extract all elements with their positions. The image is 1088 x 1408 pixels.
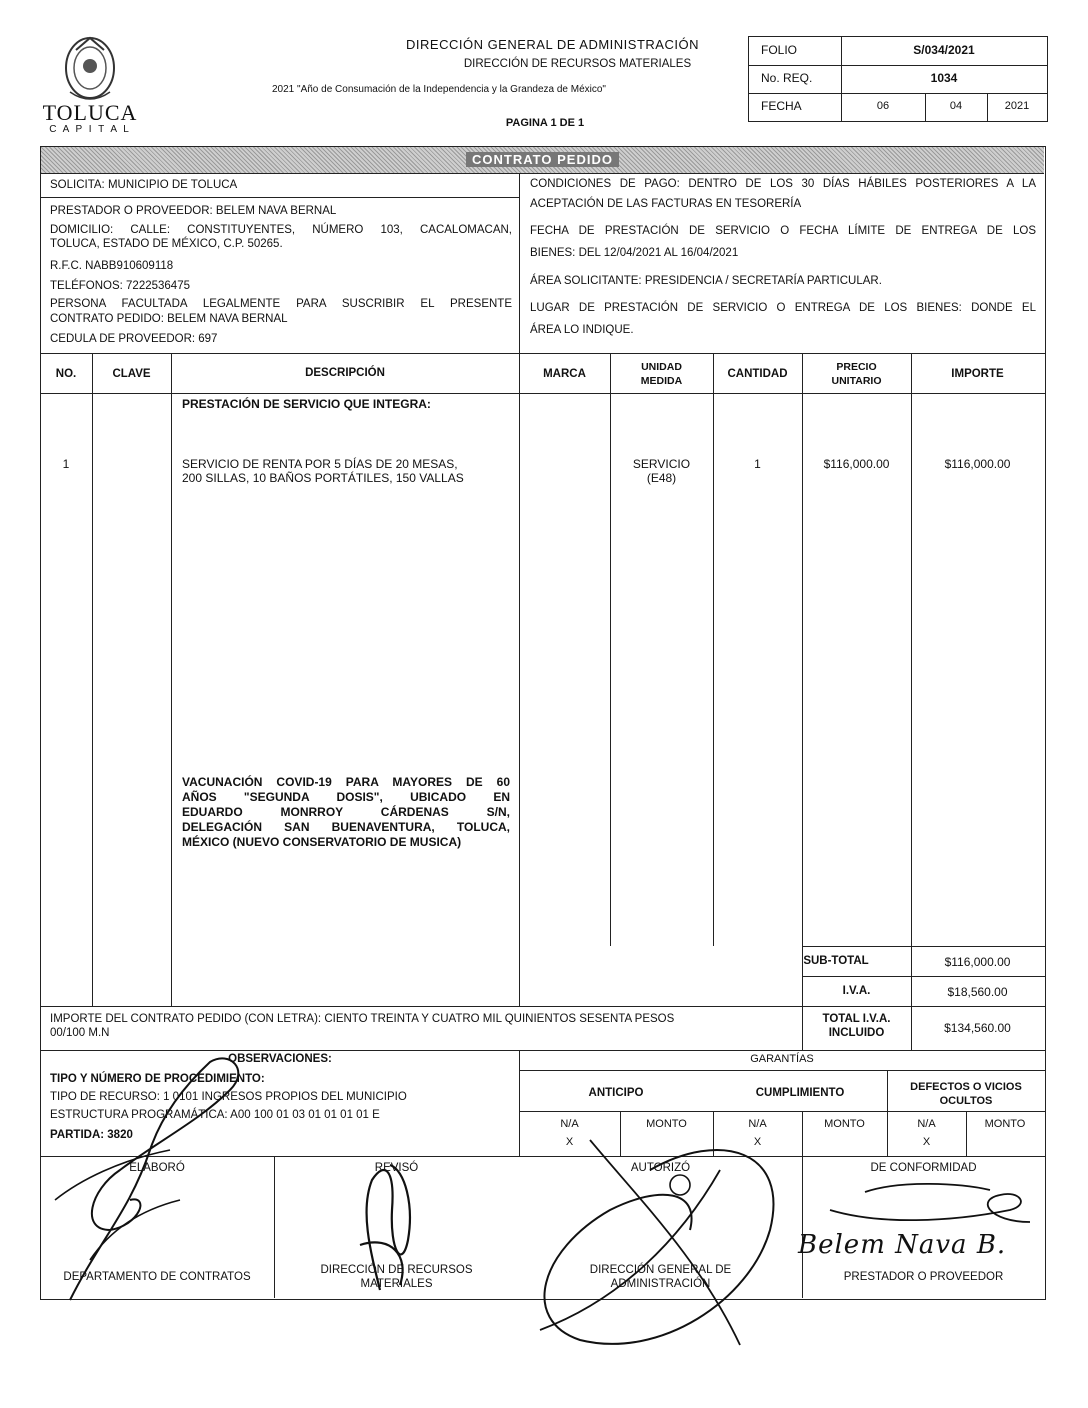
- direccion-general: DIRECCIÓN GENERAL DE ADMINISTRACIÓN: [406, 37, 699, 52]
- lugar-line2: ÁREA LO INDIQUE.: [530, 324, 634, 336]
- observaciones-title: OBSERVACIONES:: [228, 1053, 332, 1065]
- cumplimiento-na: N/A: [748, 1118, 767, 1130]
- area-solicitante: ÁREA SOLICITANTE: PRESIDENCIA / SECRETARÍA PARTICULAR.: [530, 275, 882, 287]
- col-importe: IMPORTE: [951, 368, 1004, 380]
- importe-letra-text: IMPORTE DEL CONTRATO PEDIDO (CON LETRA): CIENTO TREINTA Y CUATRO MIL QUINIENTOS SESENTA PESOS: [50, 1013, 675, 1025]
- dir-recursos-2: MATERIALES: [360, 1278, 433, 1290]
- cumplimiento-x: X: [753, 1136, 762, 1148]
- note-line1: VACUNACIÓN COVID-19 PARA MAYORES DE 60: [182, 775, 510, 789]
- lugar-line1: LUGAR DE PRESTACIÓN DE SERVICIO O ENTREGA DE LOS BIENES: DONDE EL: [530, 302, 1036, 314]
- fecha-prestacion-line1: FECHA DE PRESTACIÓN DE SERVICIO O FECHA LÍMITE DE ENTREGA DE LOS: [530, 225, 1036, 237]
- total-value: $134,560.00: [944, 1021, 1011, 1035]
- folio-box: [748, 36, 1048, 122]
- col-precio-1: PRECIO: [836, 361, 877, 373]
- partida: PARTIDA: 3820: [50, 1129, 133, 1141]
- condiciones-line2: ACEPTACIÓN DE LAS FACTURAS EN TESORERÍA: [530, 198, 802, 210]
- page-number: PAGINA 1 DE 1: [505, 117, 585, 129]
- note-line2: AÑOS "SEGUNDA DOSIS", UBICADO EN: [182, 790, 510, 804]
- fecha-year: 2021: [1004, 100, 1030, 112]
- autorizo-label: AUTORIZÓ: [630, 1162, 691, 1174]
- col-unidad-2: MEDIDA: [640, 375, 683, 387]
- defectos-monto: MONTO: [984, 1118, 1026, 1130]
- tipo-procedimiento: TIPO Y NÚMERO DE PROCEDIMIENTO:: [50, 1073, 265, 1085]
- banner: [41, 147, 1044, 174]
- dir-general-1: DIRECCIÓN GENERAL DE: [589, 1264, 732, 1276]
- defectos-label-1: DEFECTOS O VICIOS: [910, 1081, 1022, 1093]
- conformidad-label: DE CONFORMIDAD: [870, 1162, 977, 1174]
- telefonos: TELÉFONOS: 7222536475: [50, 280, 190, 292]
- note-line3: EDUARDO MONRROY CÁRDENAS S/N,: [182, 805, 510, 819]
- logo-text: TOLUCA: [42, 100, 138, 125]
- dir-general-2: ADMINISTRACIÓN: [610, 1278, 711, 1290]
- fecha-label: FECHA: [761, 99, 802, 113]
- logo-subtext: C A P I T A L: [49, 124, 131, 135]
- prestador-label: PRESTADOR O PROVEEDOR: [843, 1271, 1004, 1283]
- tipo-recurso: TIPO DE RECURSO: 1 0101 INGRESOS PROPIOS DEL MUNICIPIO: [50, 1091, 407, 1103]
- dir-recursos-1: DIRECCIÓN DE RECURSOS: [320, 1264, 473, 1276]
- anticipo-monto: MONTO: [646, 1118, 687, 1130]
- col-descripcion: DESCRIPCIÓN: [305, 367, 385, 379]
- solicita: SOLICITA: MUNICIPIO DE TOLUCA: [50, 179, 238, 191]
- estructura: ESTRUCTURA PROGRAMÁTICA: A00 100 01 03 01 01 01 01 E: [50, 1109, 380, 1121]
- table-row-no: 1: [62, 457, 70, 471]
- reviso-label: REVISÓ: [374, 1162, 419, 1174]
- item-intro: PRESTACIÓN DE SERVICIO QUE INTEGRA:: [182, 397, 431, 411]
- elaboro-label: ELABORÓ: [129, 1162, 185, 1174]
- direccion-recursos: DIRECCIÓN DE RECURSOS MATERIALES: [463, 58, 692, 70]
- iva-value: $18,560.00: [947, 985, 1008, 999]
- cumplimiento-label: CUMPLIMIENTO: [755, 1087, 845, 1099]
- toluca-logo: [40, 30, 140, 140]
- fecha-month: 04: [949, 100, 963, 112]
- lema: 2021 "Año de Consumación de la Independencia y la Grandeza de México": [272, 84, 606, 95]
- col-marca: MARCA: [543, 368, 586, 380]
- table-row-desc-2: 200 SILLAS, 10 BAÑOS PORTÁTILES, 150 VALLAS: [182, 471, 464, 485]
- iva-label: I.V.A.: [842, 985, 871, 997]
- subtotal-label: SUB-TOTAL: [803, 955, 869, 967]
- total-label-2: INCLUIDO: [828, 1027, 885, 1039]
- fecha-prestacion-line2: BIENES: DEL 12/04/2021 AL 16/04/2021: [530, 247, 739, 259]
- folio-label: FOLIO: [761, 43, 798, 57]
- importe-letra-line1: [50, 1013, 674, 1025]
- cumplimiento-monto: MONTO: [824, 1118, 865, 1130]
- defectos-x: X: [922, 1136, 931, 1148]
- table-row-unidad-2: (E48): [646, 471, 677, 485]
- defectos-na: N/A: [917, 1118, 936, 1130]
- table-row-cantidad: 1: [754, 457, 761, 471]
- persona-line2: CONTRATO PEDIDO: BELEM NAVA BERNAL: [50, 313, 288, 325]
- table-row-desc-1: SERVICIO DE RENTA POR 5 DÍAS DE 20 MESAS,: [182, 457, 458, 471]
- col-cantidad: CANTIDAD: [727, 368, 788, 380]
- prestador: PRESTADOR O PROVEEDOR: BELEM NAVA BERNAL: [50, 205, 337, 217]
- domicilio-line1: DOMICILIO: CALLE: CONSTITUYENTES, NÚMERO 103, CACALOMACAN,: [50, 224, 512, 236]
- rfc: R.F.C. NABB910609118: [50, 260, 174, 272]
- col-unidad-1: UNIDAD: [641, 361, 682, 373]
- defectos-label-2: OCULTOS: [939, 1095, 993, 1107]
- note-line5: MÉXICO (NUEVO CONSERVATORIO DE MUSICA): [182, 835, 462, 849]
- depto-contratos: DEPARTAMENTO DE CONTRATOS: [63, 1271, 251, 1283]
- anticipo-x: X: [565, 1136, 574, 1148]
- note-line4: DELEGACIÓN SAN BUENAVENTURA, TOLUCA,: [182, 820, 510, 834]
- table-row-unidad-1: SERVICIO: [632, 457, 691, 471]
- col-precio-2: UNITARIO: [831, 375, 882, 387]
- table-row-precio: $116,000.00: [823, 457, 890, 471]
- anticipo-label: ANTICIPO: [588, 1087, 644, 1099]
- table-row-importe: $116,000.00: [944, 457, 1011, 471]
- total-label-1: TOTAL I.V.A.: [822, 1013, 891, 1025]
- col-clave: CLAVE: [112, 368, 151, 380]
- req-value: 1034: [930, 71, 958, 85]
- folio-value: S/034/2021: [913, 43, 975, 57]
- subtotal-value: $116,000.00: [944, 955, 1011, 969]
- anticipo-na: N/A: [560, 1118, 579, 1130]
- domicilio-line2: TOLUCA, ESTADO DE MÉXICO, C.P. 50265.: [50, 238, 283, 250]
- fecha-day: 06: [876, 100, 890, 112]
- crest-icon: [40, 30, 140, 110]
- importe-letra-line2: 00/100 M.N: [50, 1027, 110, 1039]
- req-label: No. REQ.: [761, 71, 813, 85]
- handwritten-name: Belem Nava B.: [798, 1230, 1007, 1260]
- banner-title: CONTRATO PEDIDO: [466, 152, 619, 167]
- garantias-title: GARANTÍAS: [750, 1053, 814, 1065]
- cedula: CEDULA DE PROVEEDOR: 697: [50, 333, 218, 345]
- persona-line1: PERSONA FACULTADA LEGALMENTE PARA SUSCRIBIR EL PRESENTE: [50, 298, 512, 310]
- col-no: NO.: [55, 368, 77, 380]
- condiciones-line1: CONDICIONES DE PAGO: DENTRO DE LOS 30 DÍAS HÁBILES POSTERIORES A LA: [530, 178, 1036, 190]
